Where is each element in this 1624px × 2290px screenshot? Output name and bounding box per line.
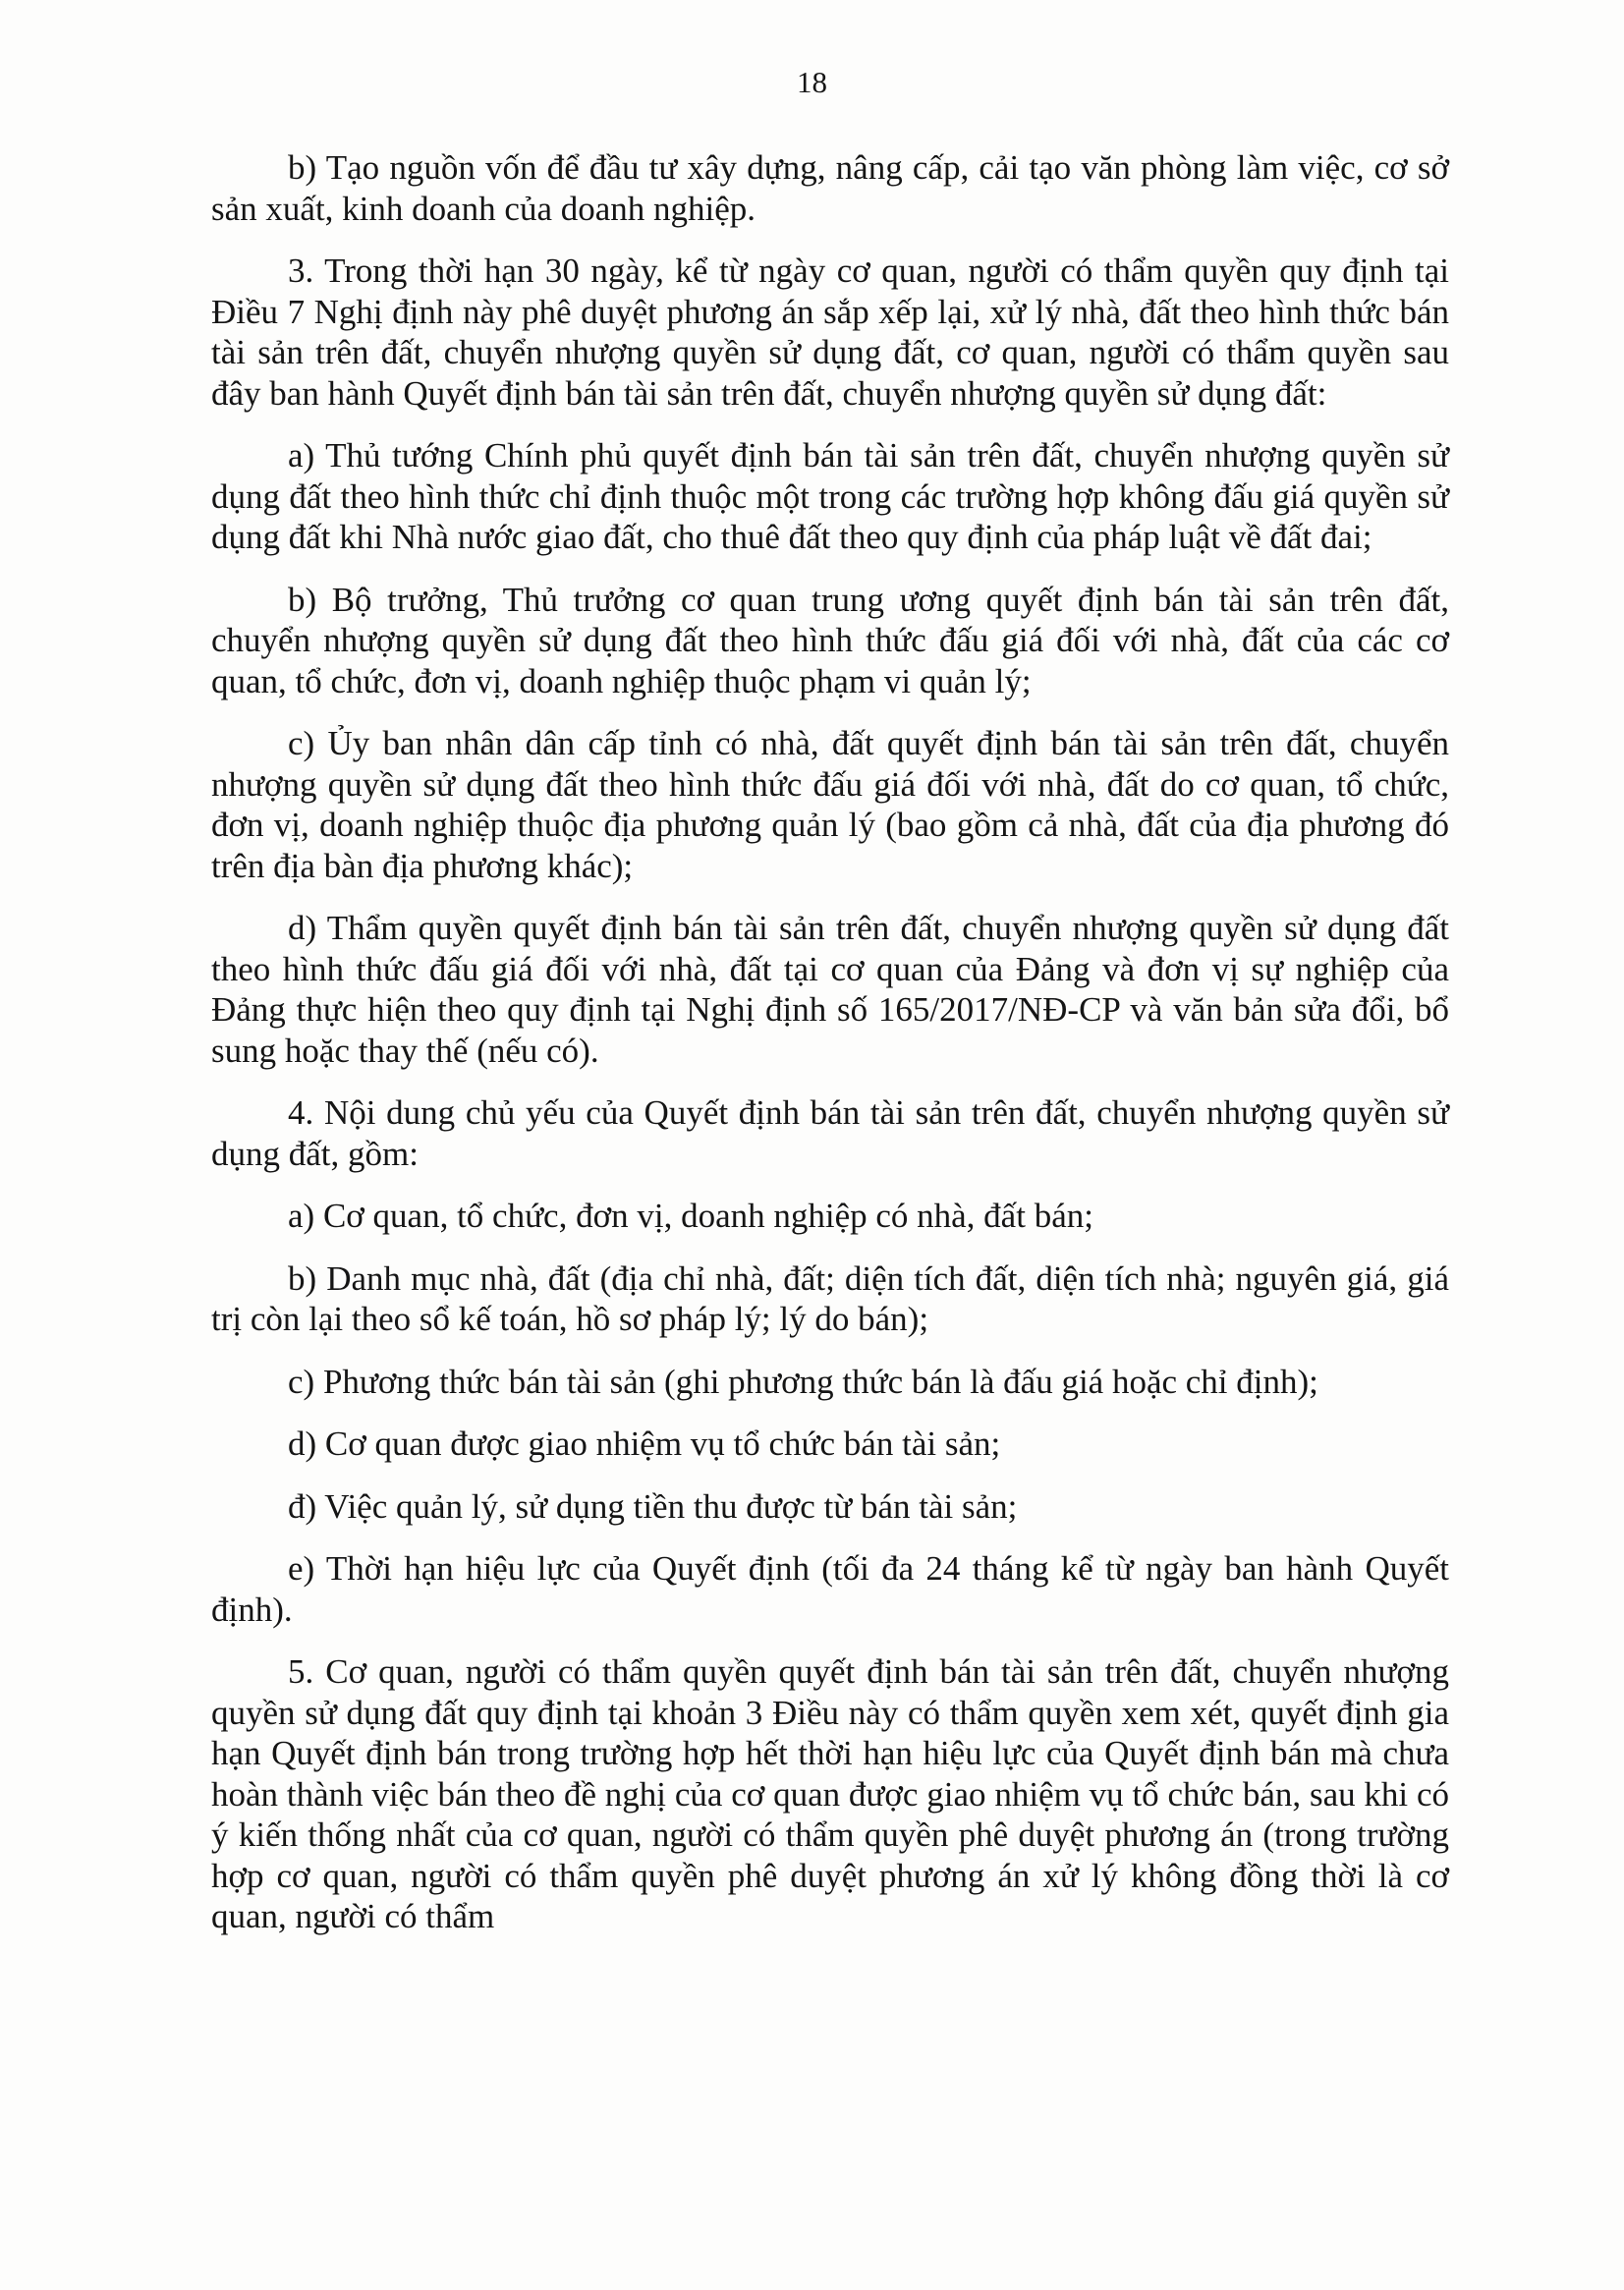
paragraph-4b: b) Danh mục nhà, đất (địa chỉ nhà, đất; diện tích đất, diện tích nhà; nguyên giá, giá trị còn lại theo sổ kế toán, hồ sơ pháp lý; lý do bán); <box>211 1258 1449 1338</box>
paragraph-clause-4: 4. Nội dung chủ yếu của Quyết định bán tài sản trên đất, chuyển nhượng quyền sử dụng đất, gồm: <box>211 1093 1449 1173</box>
paragraph-4c: c) Phương thức bán tài sản (ghi phương thức bán là đấu giá hoặc chỉ định); <box>288 1362 1318 1401</box>
paragraph-4a: a) Cơ quan, tổ chức, đơn vị, doanh nghiệp có nhà, đất bán; <box>288 1197 1093 1235</box>
paragraph-clause-5: 5. Cơ quan, người có thẩm quyền quyết định bán tài sản trên đất, chuyển nhượng quyền sử dụng đất quy định tại khoản 3 Điều này có thẩm quyền xem xét, quyết định gia hạn Quyết định bán trong trường hợp hết thời hạn hiệu lực của Quyết định bán mà chưa hoàn thành việc bán theo đề nghị của cơ quan được giao nhiệm vụ tổ chức bán, sau khi có ý kiến thống nhất của cơ quan, người có thẩm quyền phê duyệt phương án (trong trường hợp cơ quan, người có thẩm quyền phê duyệt phương án xử lý không đồng thời là cơ quan, người có thẩm <box>211 1652 1449 1935</box>
paragraph-3a: a) Thủ tướng Chính phủ quyết định bán tài sản trên đất, chuyển nhượng quyền sử dụng đất theo hình thức chỉ định thuộc một trong các trường hợp không đấu giá quyền sử dụng đất khi Nhà nước giao đất, cho thuê đất theo quy định của pháp luật về đất đai; <box>211 436 1449 556</box>
paragraph-4d: d) Cơ quan được giao nhiệm vụ tổ chức bán tài sản; <box>288 1424 1001 1463</box>
paragraph-3b: b) Bộ trưởng, Thủ trưởng cơ quan trung ương quyết định bán tài sản trên đất, chuyển nhượng quyền sử dụng đất theo hình thức đấu giá đối với nhà, đất của các cơ quan, tổ chức, đơn vị, doanh nghiệp thuộc phạm vi quản lý; <box>211 580 1449 700</box>
page-number: 18 <box>797 65 827 99</box>
document-body <box>211 147 1449 1949</box>
paragraph-clause-3: 3. Trong thời hạn 30 ngày, kể từ ngày cơ quan, người có thẩm quyền quy định tại Điều 7 Nghị định này phê duyệt phương án sắp xếp lại, xử lý nhà, đất theo hình thức bán tài sản trên đất, chuyển nhượng quyền sử dụng đất, cơ quan, người có thẩm quyền sau đây ban hành Quyết định bán tài sản trên đất, chuyển nhượng quyền sử dụng đất: <box>211 251 1449 413</box>
paragraph-4e: e) Thời hạn hiệu lực của Quyết định (tối đa 24 tháng kể từ ngày ban hành Quyết định). <box>211 1549 1449 1629</box>
paragraph-1b: b) Tạo nguồn vốn để đầu tư xây dựng, nâng cấp, cải tạo văn phòng làm việc, cơ sở sản xuất, kinh doanh của doanh nghiệp. <box>211 148 1449 228</box>
paragraph-4dd: đ) Việc quản lý, sử dụng tiền thu được từ bán tài sản; <box>288 1486 1018 1526</box>
paragraph-3d: d) Thẩm quyền quyết định bán tài sản trên đất, chuyển nhượng quyền sử dụng đất theo hình thức đấu giá đối với nhà, đất tại cơ quan của Đảng và đơn vị sự nghiệp của Đảng thực hiện theo quy định tại Nghị định số 165/2017/NĐ-CP và văn bản sửa đổi, bổ sung hoặc thay thế (nếu có). <box>211 909 1449 1070</box>
paragraph-3c: c) Ủy ban nhân dân cấp tỉnh có nhà, đất quyết định bán tài sản trên đất, chuyển nhượng quyền sử dụng đất theo hình thức đấu giá đối với nhà, đất do cơ quan, tổ chức, đơn vị, doanh nghiệp thuộc địa phương quản lý (bao gồm cả nhà, đất của địa phương đó trên địa bàn địa phương khác); <box>211 724 1449 885</box>
